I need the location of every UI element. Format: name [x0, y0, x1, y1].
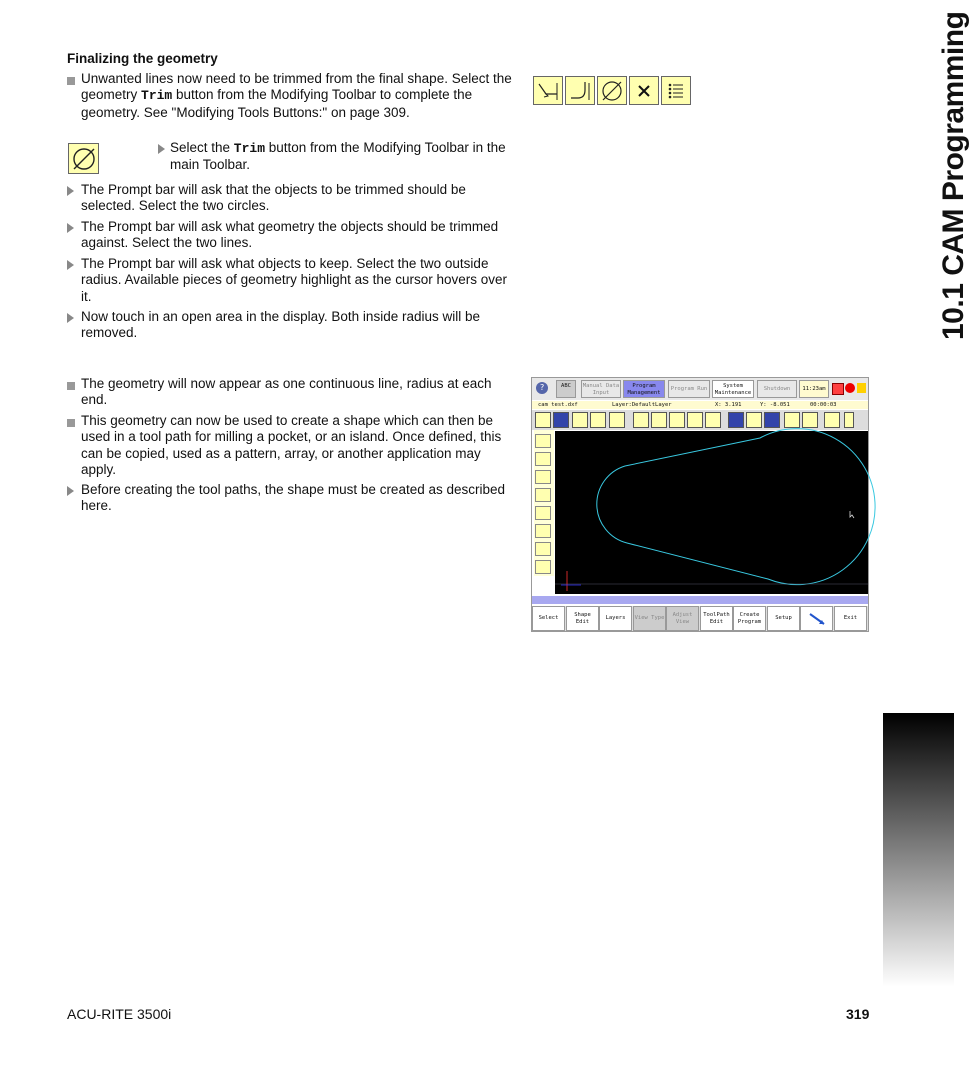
- layers-softkey[interactable]: Layers: [599, 606, 632, 631]
- fillet-icon[interactable]: [633, 412, 649, 428]
- help-icon[interactable]: ?: [536, 382, 548, 394]
- page-tab-gradient: [883, 713, 954, 987]
- cursor-icon: [850, 511, 854, 518]
- arrow-icon: [804, 610, 830, 628]
- status-bar: [532, 401, 868, 409]
- setup-softkey[interactable]: Setup: [767, 606, 800, 631]
- file-name: cam test.dxf: [538, 402, 578, 408]
- line-icon[interactable]: [553, 412, 569, 428]
- line-icon[interactable]: [535, 470, 551, 484]
- chapter-title: 10.1 CAM Programming: [937, 11, 970, 340]
- lock-icon[interactable]: [857, 383, 866, 393]
- program-run-tab[interactable]: Program Run: [668, 380, 710, 398]
- list-icon: [661, 76, 691, 105]
- x-readout: X: 3.191: [715, 402, 742, 408]
- footer-product: ACU-RITE 3500i: [67, 1006, 172, 1022]
- system-maintenance-tab[interactable]: System Maintenance: [712, 380, 754, 398]
- rectangle-icon[interactable]: [609, 412, 625, 428]
- chapter-tab: [883, 11, 970, 340]
- list-icon[interactable]: [705, 412, 721, 428]
- circle-angle-icon[interactable]: [535, 560, 551, 574]
- drawing-canvas[interactable]: [555, 431, 868, 594]
- clock: 11:23am: [799, 380, 829, 398]
- zoom-window-icon[interactable]: [784, 412, 800, 428]
- tree-icon[interactable]: [764, 412, 780, 428]
- circle-icon[interactable]: [572, 412, 588, 428]
- fillet-icon: [533, 76, 563, 105]
- shutdown-tab[interactable]: Shutdown: [757, 380, 797, 398]
- softkey-bar: [532, 606, 868, 631]
- trim-icon: [597, 76, 627, 105]
- exit-softkey[interactable]: Exit: [834, 606, 867, 631]
- modifying-toolbar: [533, 76, 691, 105]
- step-7: Before creating the tool paths, the shape must be created as described here.: [67, 482, 512, 515]
- elapsed-time: 00:00:03: [810, 402, 837, 408]
- draw-toolbar: [534, 430, 554, 576]
- main-toolbar: [532, 410, 868, 430]
- trim-icon[interactable]: [669, 412, 685, 428]
- chamfer-icon[interactable]: [651, 412, 667, 428]
- delete-icon[interactable]: [687, 412, 703, 428]
- adjust-view-softkey[interactable]: Adjust View: [666, 606, 699, 631]
- save-icon[interactable]: [746, 412, 762, 428]
- prompt-bar: [532, 596, 868, 604]
- note-1: The geometry will now appear as one continuous line, radius at each end.: [67, 376, 512, 409]
- polygon-icon[interactable]: [590, 412, 606, 428]
- circle-line-icon[interactable]: [535, 524, 551, 538]
- manual-data-input-tab[interactable]: Manual Data Input: [581, 380, 621, 398]
- more-icon[interactable]: [844, 412, 854, 428]
- note-2: This geometry can now be used to create a shape which can then be used in a tool path for milling a pocket, or an island. Once defined, this can be copied, used as a pattern, array, or another application may apply.: [67, 413, 512, 478]
- alarm-icon[interactable]: [832, 383, 844, 395]
- toolpath-edit-softkey[interactable]: ToolPath Edit: [700, 606, 733, 631]
- layer-name: Layer:DefaultLayer: [612, 402, 672, 408]
- crosshair-offset-icon[interactable]: [535, 452, 551, 466]
- y-readout: Y: -8.051: [760, 402, 790, 408]
- tangent-line-icon[interactable]: [535, 506, 551, 520]
- crosshair-icon[interactable]: [535, 434, 551, 448]
- step-5: The Prompt bar will ask what objects to keep. Select the two outside radius. Available pieces of geometry highlight as the cursor hovers over it.: [67, 256, 512, 305]
- screen-swap-softkey[interactable]: [800, 606, 833, 631]
- step-6: Now touch in an open area in the display. Both inside radius will be removed.: [67, 309, 512, 342]
- step-2: Select the Trim button from the Modifying Toolbar in the main Toolbar.: [158, 140, 513, 174]
- delete-icon: [629, 76, 659, 105]
- step-1: Unwanted lines now need to be trimmed from the final shape. Select the geometry Trim button from the Modifying Toolbar to complete the geometry. See "Modifying Tools Buttons:" on page 309.: [67, 71, 512, 121]
- page-number: 319: [846, 1006, 870, 1022]
- header-bar: [532, 378, 868, 400]
- angle-line-icon[interactable]: [535, 488, 551, 502]
- select-softkey[interactable]: Select: [532, 606, 565, 631]
- stop-icon[interactable]: [845, 383, 855, 393]
- two-circles-icon[interactable]: [535, 542, 551, 556]
- program-management-tab[interactable]: Program Management: [623, 380, 665, 398]
- create-program-softkey[interactable]: Create Program: [733, 606, 766, 631]
- cam-screenshot: [531, 377, 869, 632]
- select-mode-icon[interactable]: [728, 412, 744, 428]
- zoom-icon[interactable]: [802, 412, 818, 428]
- view-type-softkey[interactable]: View Type: [633, 606, 666, 631]
- shape-edit-softkey[interactable]: Shape Edit: [566, 606, 599, 631]
- chamfer-icon: [565, 76, 595, 105]
- section-heading: Finalizing the geometry: [67, 51, 218, 66]
- grid-icon[interactable]: [824, 412, 840, 428]
- step-4: The Prompt bar will ask what geometry the objects should be trimmed against. Select the two lines.: [67, 219, 512, 252]
- abc-button[interactable]: ABC: [556, 380, 576, 398]
- step-3: The Prompt bar will ask that the objects to be trimmed should be selected. Select the two circles.: [67, 182, 512, 215]
- trim-button-icon: [68, 143, 99, 174]
- point-icon[interactable]: [535, 412, 551, 428]
